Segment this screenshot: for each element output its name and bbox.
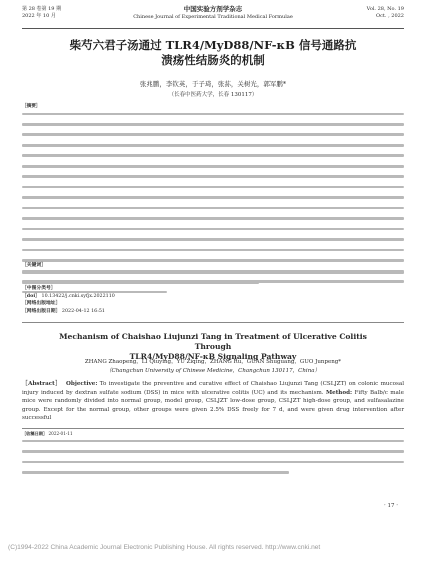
footnotes	[22, 428, 404, 479]
text-line-placeholder	[22, 133, 404, 141]
text-line-bar	[22, 450, 404, 453]
meta-row-doi: ［doi］ 10.13422/j.cnki.syfjx.2022110	[22, 292, 115, 299]
abstract-en	[22, 380, 404, 423]
text-line-placeholder	[22, 471, 404, 479]
text-line-placeholder	[22, 450, 404, 458]
text-line-bar	[22, 271, 404, 274]
date-cn: 2022 年 10 月	[22, 13, 56, 19]
text-line-bar	[22, 123, 404, 126]
header-center	[22, 6, 404, 21]
text-line-bar	[22, 217, 404, 220]
title-en-line1: Mechanism of Chaishao Liujunzi Tang in Treatment of Ulcerative Colitis Through	[59, 332, 367, 351]
objective-label: Objective:	[66, 381, 98, 387]
text-line-placeholder	[22, 154, 404, 162]
copyright-watermark: (C)1994-2022 China Academic Journal Electronic Publishing House. All rights reserved. http://www.cnki.net	[8, 544, 321, 551]
abstract-cn-label: ［摘要］	[22, 104, 41, 109]
footnote-received: ［收稿日期］ 2022-01-11	[22, 431, 73, 436]
text-line-bar	[22, 154, 404, 157]
text-line-bar	[22, 175, 404, 178]
text-line-bar	[22, 282, 259, 285]
text-line-placeholder	[22, 228, 404, 236]
text-line-bar	[22, 249, 404, 252]
running-header	[22, 6, 404, 29]
text-line-bar	[22, 113, 404, 116]
keywords-label: ［关键词］	[22, 262, 46, 268]
text-line-placeholder	[22, 238, 404, 246]
text-line-bar	[22, 461, 404, 464]
date-en: Oct. , 2022	[376, 13, 404, 19]
affiliation-cn: （长春中医药大学，长春 130117）	[168, 92, 258, 98]
header-right	[367, 6, 404, 20]
authors-en: ZHANG Zhaopeng，LI Qiuying，YU Ziqing，ZHANG Ru，GUAN Shuguang，GUO Junpeng*	[84, 359, 342, 365]
text-line-placeholder	[22, 196, 404, 204]
text-line-placeholder	[22, 207, 404, 215]
text-line-placeholder	[22, 440, 404, 448]
text-line-placeholder	[22, 217, 404, 225]
text-line-bar	[22, 228, 404, 231]
section-divider	[22, 322, 404, 323]
affiliation-en: （Changchun University of Chinese Medicine，Changchun 130117，China）	[105, 368, 321, 374]
abstract-en-label: ［Abstract］	[22, 381, 62, 387]
text-line-placeholder	[22, 249, 404, 257]
text-line-bar	[22, 440, 404, 443]
title-en-line2: TLR4/MyD88/NF-κB Signaling Pathway	[129, 352, 297, 361]
text-line-bar	[22, 186, 404, 189]
text-line-placeholder	[22, 123, 404, 131]
meta-row-publish-date: ［网络出版日期］ 2022-04-12 16:51	[22, 307, 105, 314]
text-line-placeholder	[22, 113, 404, 121]
text-line-bar	[22, 144, 404, 147]
article-title-cn	[30, 38, 396, 68]
text-line-placeholder	[22, 461, 404, 469]
text-line-placeholder	[22, 175, 404, 183]
journal-title-cn: 中国实验方剂学杂志	[183, 5, 243, 13]
method-text: Fifty Balb/c male mice were randomly divided into normal group, model group, CSLJZT low-dose group, CSLJZT high-dose group, and sulfasalazine group. Except for the normal group, other groups were given 2.5% DSS freely for 7 d, and were given drug intervention after successful	[22, 389, 404, 422]
text-line-bar	[22, 207, 404, 210]
text-line-bar	[22, 471, 289, 474]
journal-title-en: Chinese Journal of Experimental Traditional Medical Formulae	[133, 14, 293, 20]
text-line-bar	[22, 133, 404, 136]
text-line-placeholder	[22, 144, 404, 152]
title-cn-line1: 柴芍六君子汤通过 TLR4/MyD88/NF-κB 信号通路抗	[69, 38, 357, 52]
text-line-bar	[22, 238, 404, 241]
page-number: · 17 ·	[384, 503, 398, 509]
text-line-bar	[22, 165, 404, 168]
volume-en: Vol. 28, No. 19	[366, 6, 404, 12]
text-line-placeholder	[22, 165, 404, 173]
title-cn-line2: 溃疡性结肠炎的机制	[161, 53, 265, 67]
article-metadata	[22, 285, 404, 315]
text-line-placeholder	[22, 186, 404, 194]
volume-cn: 第 28 卷第 19 期	[22, 6, 62, 12]
meta-row-url: ［网络出版地址］	[22, 300, 61, 307]
method-label: Method:	[325, 389, 353, 396]
text-line-bar	[22, 196, 404, 199]
text-line-placeholder	[22, 271, 404, 279]
authors-cn: 张兆鹏，李钦英，于子琦，张荪，关树光，郭军鹏*	[139, 80, 287, 88]
meta-row-classification: ［中图分类号］	[22, 285, 56, 291]
objective-text: To investigate the preventive and curative effect of Chaishao Liujunzi Tang (CSLJZT) on colonic mucosal injury induced by dextran sulfate sodium (DSS) in mice with ulcerative colitis (UC) and its mechanism.	[22, 381, 405, 396]
